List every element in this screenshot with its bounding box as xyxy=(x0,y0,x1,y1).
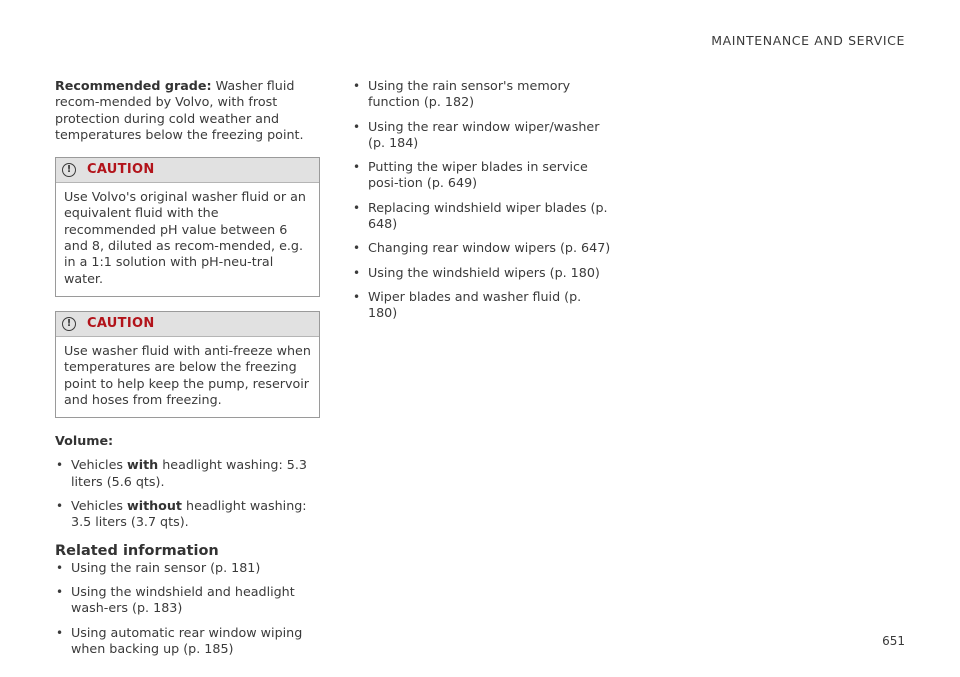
caution-title: CAUTION xyxy=(87,315,155,331)
volume-label: Volume: xyxy=(55,433,114,449)
volume-item-emphasis: with xyxy=(127,457,159,473)
related-link[interactable]: • Using the rain sensor's memory function (p. 182) xyxy=(352,78,612,111)
related-link[interactable]: • Using automatic rear window wiping when backing up (p. 185) xyxy=(55,625,320,658)
related-list-left xyxy=(55,560,320,657)
caution-text: Use Volvo's original washer fluid or an equivalent fluid with the recommended pH value between 6 and 8, diluted as recom-mended, e.g. in a 1:1 solution with pH-neu-tral water. xyxy=(64,189,306,286)
related-link[interactable]: • Using the windshield and headlight wash-ers (p. 183) xyxy=(55,584,320,617)
related-link[interactable]: • Putting the wiper blades in service posi-tion (p. 649) xyxy=(352,159,612,192)
volume-list xyxy=(55,457,320,530)
related-link[interactable]: • Changing rear window wipers (p. 647) xyxy=(352,240,612,256)
caution-box-1 xyxy=(55,157,320,297)
page-number: 651 xyxy=(882,634,905,648)
recommended-grade-text: Washer fluid recom-mended by Volvo, with frost protection during cold weather and temperatures below the freezing point. xyxy=(55,78,304,142)
caution-text: Use washer fluid with anti-freeze when temperatures are below the freezing point to help keep the pump, reservoir and hoses from freezing. xyxy=(64,342,311,407)
related-information-heading: Related information xyxy=(55,542,219,559)
related-link[interactable]: • Wiper blades and washer fluid (p. 180) xyxy=(352,289,612,322)
volume-item-text: headlight washing: 3.5 liters (3.7 qts). xyxy=(71,498,307,530)
volume-item-text: headlight washing: 5.3 liters (5.6 qts). xyxy=(71,457,307,489)
warning-icon: ! xyxy=(62,163,76,177)
related-link[interactable]: • Using the rain sensor (p. 181) xyxy=(55,560,320,576)
left-column xyxy=(55,78,320,657)
caution-header xyxy=(56,158,319,183)
volume-item xyxy=(55,498,320,531)
right-column xyxy=(352,78,612,322)
volume-item xyxy=(55,457,320,490)
volume-item-text: Vehicles xyxy=(71,498,128,514)
volume-item-emphasis: without xyxy=(127,498,182,514)
related-link[interactable]: • Using the rear window wiper/washer (p. 184) xyxy=(352,119,612,152)
section-header: MAINTENANCE AND SERVICE xyxy=(711,33,905,48)
warning-icon: ! xyxy=(62,317,76,331)
related-link[interactable]: • Using the windshield wipers (p. 180) xyxy=(352,265,612,281)
caution-box-2 xyxy=(55,311,320,418)
related-list-right xyxy=(352,78,612,322)
caution-header xyxy=(56,312,319,337)
volume-item-text: Vehicles xyxy=(71,457,128,473)
recommended-grade-label: Recommended grade: xyxy=(55,78,212,93)
caution-title: CAUTION xyxy=(87,162,155,178)
related-link[interactable]: • Replacing windshield wiper blades (p. 648) xyxy=(352,200,612,233)
recommended-grade-paragraph xyxy=(55,78,320,143)
